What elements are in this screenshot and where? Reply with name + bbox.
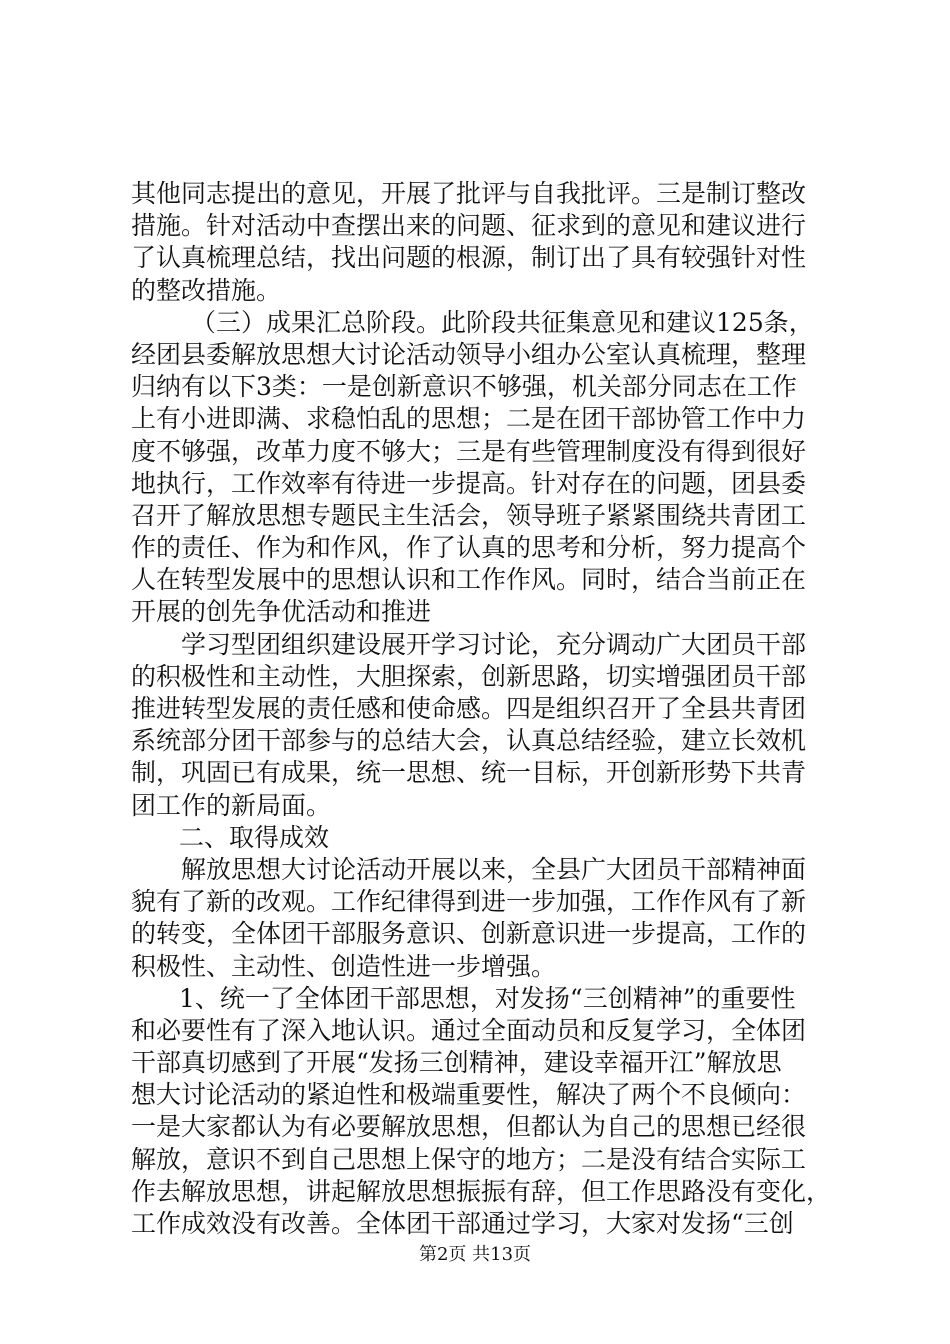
text-line: 地执行，工作效率有待进一步提高。针对存在的问题，团县委 — [131, 468, 807, 498]
text-line: 解放思想大讨论活动开展以来，全县广大团员干部精神面 — [181, 854, 807, 884]
text-line: 召开了解放思想专题民主生活会，领导班子紧紧围绕共青团工 — [131, 500, 807, 530]
text-line: 积极性、主动性、创造性进一步增强。 — [131, 951, 557, 981]
text-line: 和必要性有了深入地认识。通过全面动员和反复学习，全体团 — [131, 1015, 807, 1045]
text-line: 干部真切感到了开展“发扬三创精神，建设幸福开江”解放思 — [131, 1048, 782, 1078]
text-line: 貌有了新的改观。工作纪律得到进一步加强，工作作风有了新 — [131, 887, 807, 917]
text-line: 工作成效没有改善。全体团干部通过学习，大家对发扬“三创 — [131, 1209, 794, 1238]
text-line: 作去解放思想，讲起解放思想振振有辞，但工作思路没有变化， — [131, 1176, 832, 1206]
text-line: 经团县委解放思想大讨论活动领导小组办公室认真梳理，整理 — [131, 339, 807, 369]
text-line: 上有小进即满、求稳怕乱的思想；二是在团干部协管工作中力 — [131, 404, 807, 434]
text-line: 团工作的新局面。 — [131, 790, 332, 820]
text-line: 人在转型发展中的思想认识和工作作风。同时，结合当前正在 — [131, 565, 807, 595]
text-line: 措施。针对活动中查摆出来的问题、征求到的意见和建议进行 — [131, 211, 807, 241]
text-line: 作的责任、作为和作风，作了认真的思考和分析，努力提高个 — [131, 533, 807, 563]
text-line: 解放，意识不到自己思想上保守的地方；二是没有结合实际工 — [131, 1144, 807, 1174]
text-line: 系统部分团干部参与的总结大会，认真总结经验，建立长效机 — [131, 726, 807, 756]
text-line: （三）成果汇总阶段。此阶段共征集意见和建议125条， — [191, 307, 814, 337]
text-line: 想大讨论活动的紧迫性和极端重要性，解决了两个不良倾向： — [131, 1080, 807, 1110]
text-line: 其他同志提出的意见，开展了批评与自我批评。三是制订整改 — [131, 179, 807, 208]
text-line: 1、统一了全体团干部思想，对发扬“三创精神”的重要性 — [179, 983, 796, 1013]
text-line: 的整改措施。 — [131, 275, 282, 305]
text-line: 推进转型发展的责任感和使命感。四是组织召开了全县共青团 — [131, 694, 807, 723]
text-line: 开展的创先争优活动和推进 — [131, 597, 432, 627]
page-number-footer: 第2页 共13页 — [418, 1244, 532, 1265]
text-line: 一是大家都认为有必要解放思想，但都认为自己的思想已经很 — [131, 1112, 807, 1142]
text-line: 了认真梳理总结，找出问题的根源，制订出了具有较强针对性 — [131, 243, 807, 273]
text-line: 归纳有以下3类：一是创新意识不够强，机关部分同志在工作 — [131, 372, 797, 402]
text-line: 的积极性和主动性，大胆探索，创新思路，切实增强团员干部 — [131, 661, 807, 691]
document-body — [131, 178, 831, 1240]
text-line: 度不够强，改革力度不够大；三是有些管理制度没有得到很好 — [131, 436, 807, 466]
text-line: 学习型团组织建设展开学习讨论，充分调动广大团员干部 — [181, 629, 807, 659]
text-line: 二、取得成效 — [179, 822, 330, 852]
text-line: 制，巩固已有成果，统一思想、统一目标，开创新形势下共青 — [131, 758, 807, 788]
text-line: 的转变，全体团干部服务意识、创新意识进一步提高，工作的 — [131, 919, 807, 949]
